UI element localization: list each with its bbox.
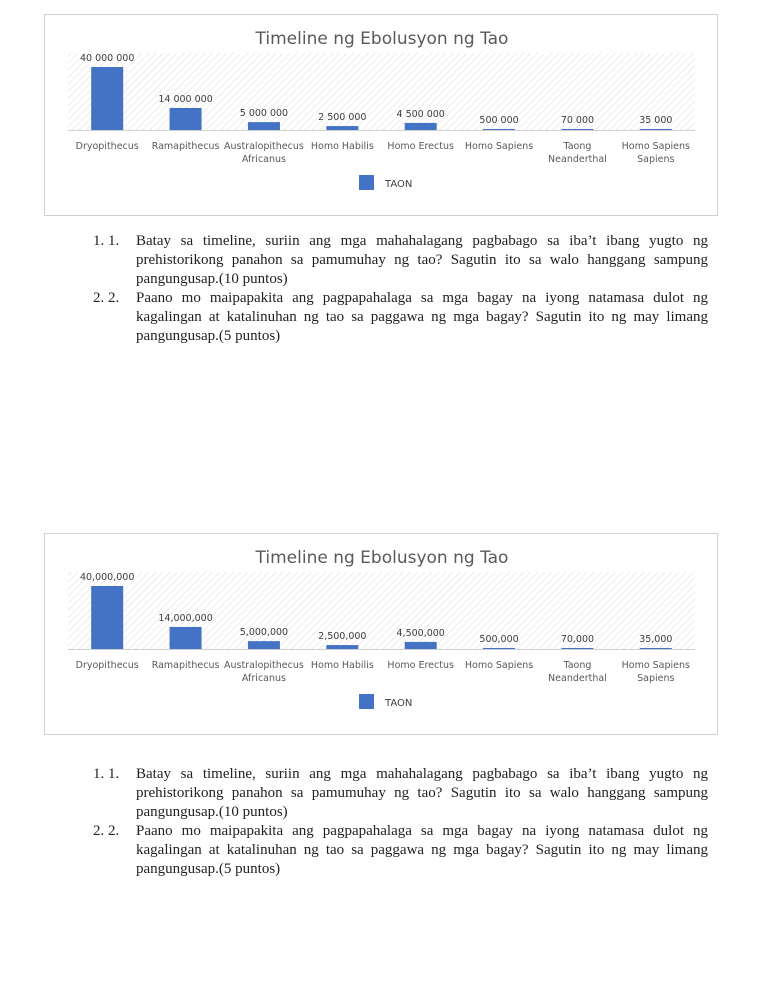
chart-panel-1: [44, 14, 718, 216]
category-tick-label: Ramapithecus: [151, 141, 220, 152]
category-tick-label: Ramapithecus: [151, 660, 220, 671]
data-label: 4 500 000: [396, 108, 445, 120]
category-tick-label: Homo Habilis: [310, 141, 374, 152]
data-label: 40,000,000: [79, 572, 135, 583]
plot-area-background: [68, 53, 695, 130]
bar: [326, 645, 358, 649]
chart-title: Timeline ng Ebolusyon ng Tao: [255, 548, 509, 568]
bar: [561, 648, 593, 649]
question-text: Paano mo maipapakita ang pagpapahalaga sa mga bagay na iyong natamasa dulot ng kagalingan at katalinuhan ng tao sa paggawa ng mga bagay? Sagutin ito ng may limang pangungusap.(5 puntos): [136, 823, 708, 877]
bar: [640, 129, 672, 130]
legend-label: TAON: [385, 698, 413, 709]
question-item: [108, 765, 708, 822]
question-list-1: [108, 232, 708, 346]
category-tick-label: Dryopithecus: [75, 141, 139, 152]
category-tick-label: Australopithecus: [224, 660, 304, 671]
category-tick-label: Homo Erectus: [387, 141, 454, 152]
category-tick-label: Homo Sapiens: [621, 660, 691, 671]
question-number: 2. 2.: [108, 290, 120, 306]
category-tick-label: Australopithecus: [224, 141, 304, 152]
bar: [170, 108, 202, 130]
question-item: [108, 232, 708, 289]
question-item: [108, 822, 708, 879]
data-label: 5,000,000: [239, 627, 289, 639]
data-label: 500,000: [479, 634, 519, 645]
bar: [483, 129, 515, 130]
category-tick-label: Taong: [563, 141, 592, 152]
data-label: 35,000: [639, 634, 673, 645]
data-label: 2 500 000: [318, 112, 367, 124]
bar: [91, 67, 123, 130]
data-label: 5 000 000: [239, 108, 289, 120]
category-tick-label: Homo Sapiens: [464, 660, 534, 671]
bar: [405, 642, 437, 649]
data-label: 35 000: [639, 115, 673, 126]
category-tick-label: Africanus: [241, 154, 286, 165]
question-list-2: [108, 765, 708, 879]
bar: [326, 126, 358, 130]
category-tick-label: Homo Erectus: [387, 660, 454, 671]
category-tick-label: Africanus: [241, 673, 286, 684]
category-tick-label: Homo Habilis: [310, 660, 374, 671]
question-item: [108, 289, 708, 346]
data-label: 70 000: [560, 115, 595, 126]
legend-swatch: [359, 175, 374, 190]
plot-area-background: [68, 572, 695, 649]
data-label: 500 000: [479, 115, 519, 126]
category-tick-label: Sapiens: [637, 154, 675, 165]
bar: [91, 586, 123, 649]
question-text: Paano mo maipapakita ang pagpapahalaga sa mga bagay na iyong natamasa dulot ng kagalingan at katalinuhan ng tao sa paggawa ng mga bagay? Sagutin ito ng may limang pangungusap.(5 puntos): [136, 290, 708, 344]
bar: [405, 123, 437, 130]
bar: [640, 648, 672, 649]
bar-chart-2: [45, 534, 719, 736]
data-label: 40 000 000: [79, 53, 135, 64]
bar: [170, 627, 202, 649]
chart-panel-2: [44, 533, 718, 735]
bar: [561, 129, 593, 130]
data-label: 14 000 000: [158, 93, 213, 105]
data-label: 14,000,000: [158, 612, 213, 624]
data-label: 4,500,000: [396, 627, 445, 639]
bar: [248, 641, 280, 649]
question-number: 1. 1.: [108, 233, 120, 249]
category-tick-label: Neanderthal: [548, 673, 607, 684]
category-tick-label: Homo Sapiens: [464, 141, 534, 152]
question-text: Batay sa timeline, suriin ang mga mahahalagang pagbabago sa iba’t ibang yugto ng prehistorikong panahon sa pamumuhay ng tao? Sagutin ito sa walo hanggang sampung pangungusap.(10 puntos): [136, 766, 708, 820]
category-tick-label: Sapiens: [637, 673, 675, 684]
data-label: 70,000: [560, 634, 595, 645]
category-tick-label: Dryopithecus: [75, 660, 139, 671]
bar: [483, 648, 515, 649]
question-text: Batay sa timeline, suriin ang mga mahahalagang pagbabago sa iba’t ibang yugto ng prehistorikong panahon sa pamumuhay ng tao? Sagutin ito sa walo hanggang sampung pangungusap.(10 puntos): [136, 233, 708, 287]
question-number: 1. 1.: [108, 766, 120, 782]
chart-title: Timeline ng Ebolusyon ng Tao: [255, 29, 509, 49]
category-tick-label: Taong: [563, 660, 592, 671]
question-number: 2. 2.: [108, 823, 120, 839]
category-tick-label: Neanderthal: [548, 154, 607, 165]
category-tick-label: Homo Sapiens: [621, 141, 691, 152]
bar: [248, 122, 280, 130]
legend-swatch: [359, 694, 374, 709]
legend-label: TAON: [385, 179, 413, 190]
bar-chart-1: [45, 15, 719, 217]
data-label: 2,500,000: [318, 631, 367, 643]
